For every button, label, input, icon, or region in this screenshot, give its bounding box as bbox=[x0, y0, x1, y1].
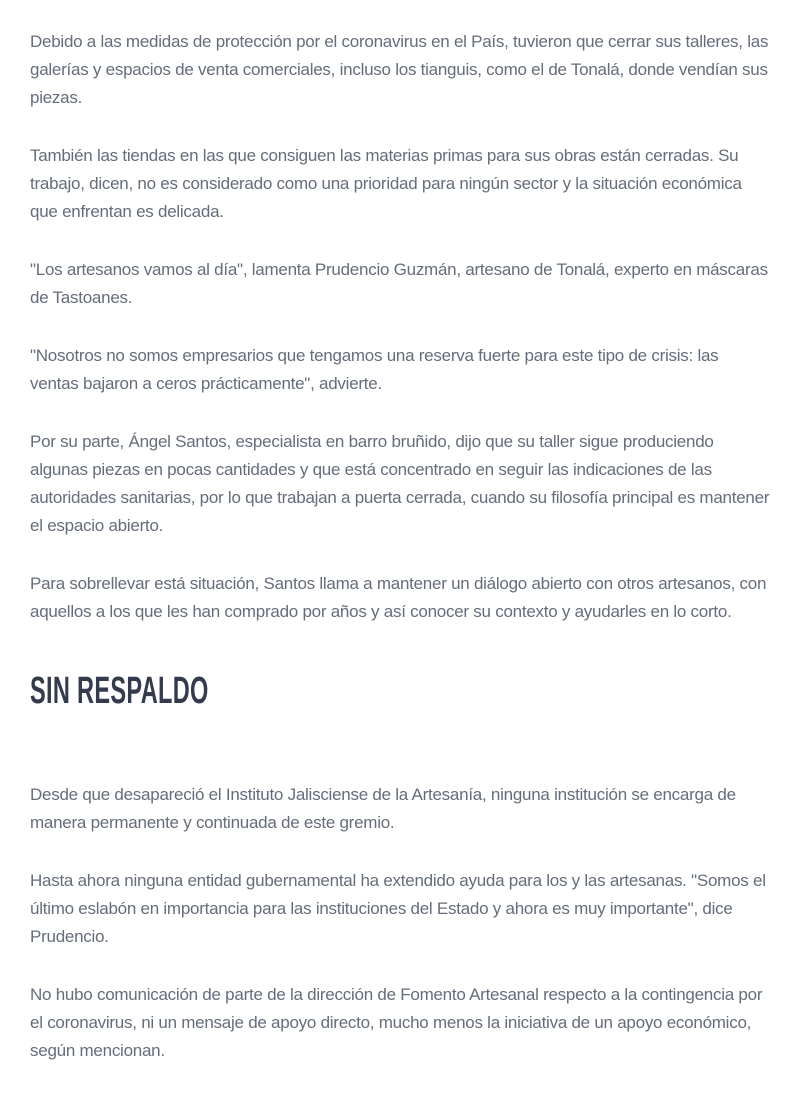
article-paragraph: "Los artesanos vamos al día", lamenta Prudencio Guzmán, artesano de Tonalá, experto en máscaras de Tastoanes. bbox=[30, 260, 768, 307]
article-paragraph: También las tiendas en las que consiguen las materias primas para sus obras están cerradas. Su trabajo, dicen, no es considerado como una prioridad para ningún sector y la situación económica que enfrentan es delicada. bbox=[30, 146, 742, 221]
article-paragraph: Por su parte, Ángel Santos, especialista en barro bruñido, dijo que su taller sigue produciendo algunas piezas en pocas cantidades y que está concentrado en seguir las indicaciones de las autoridades sanitarias, por lo que trabajan a puerta cerrada, cuando su filosofía principal es mantener el espacio abierto. bbox=[30, 432, 770, 535]
article-paragraph: No hubo comunicación de parte de la dirección de Fomento Artesanal respecto a la contingencia por el coronavirus, ni un mensaje de apoyo directo, mucho menos la iniciativa de un apoyo económico, según mencionan. bbox=[30, 985, 763, 1060]
article-paragraph: Hasta ahora ninguna entidad gubernamental ha extendido ayuda para los y las artesanas. "Somos el último eslabón en importancia para las instituciones del Estado y ahora es muy importante", dice Prudencio. bbox=[30, 871, 766, 946]
section-heading-text: SIN RESPALDO bbox=[30, 670, 209, 712]
section-heading bbox=[30, 671, 770, 711]
article-paragraph: Para sobrellevar está situación, Santos llama a mantener un diálogo abierto con otros artesanos, con aquellos a los que les han comprado por años y así conocer su contexto y ayudarles en lo corto. bbox=[30, 574, 767, 621]
article-paragraph: Debido a las medidas de protección por el coronavirus en el País, tuvieron que cerrar sus talleres, las galerías y espacios de venta comerciales, incluso los tianguis, como el de Tonalá, donde vendían sus piezas. bbox=[30, 32, 769, 107]
article-paragraph: "Nosotros no somos empresarios que tengamos una reserva fuerte para este tipo de crisis: las ventas bajaron a ceros prácticamente", advierte. bbox=[30, 346, 719, 393]
article-paragraph: Desde que desapareció el Instituto Jalisciense de la Artesanía, ninguna institución se encarga de manera permanente y continuada de este gremio. bbox=[30, 785, 736, 832]
